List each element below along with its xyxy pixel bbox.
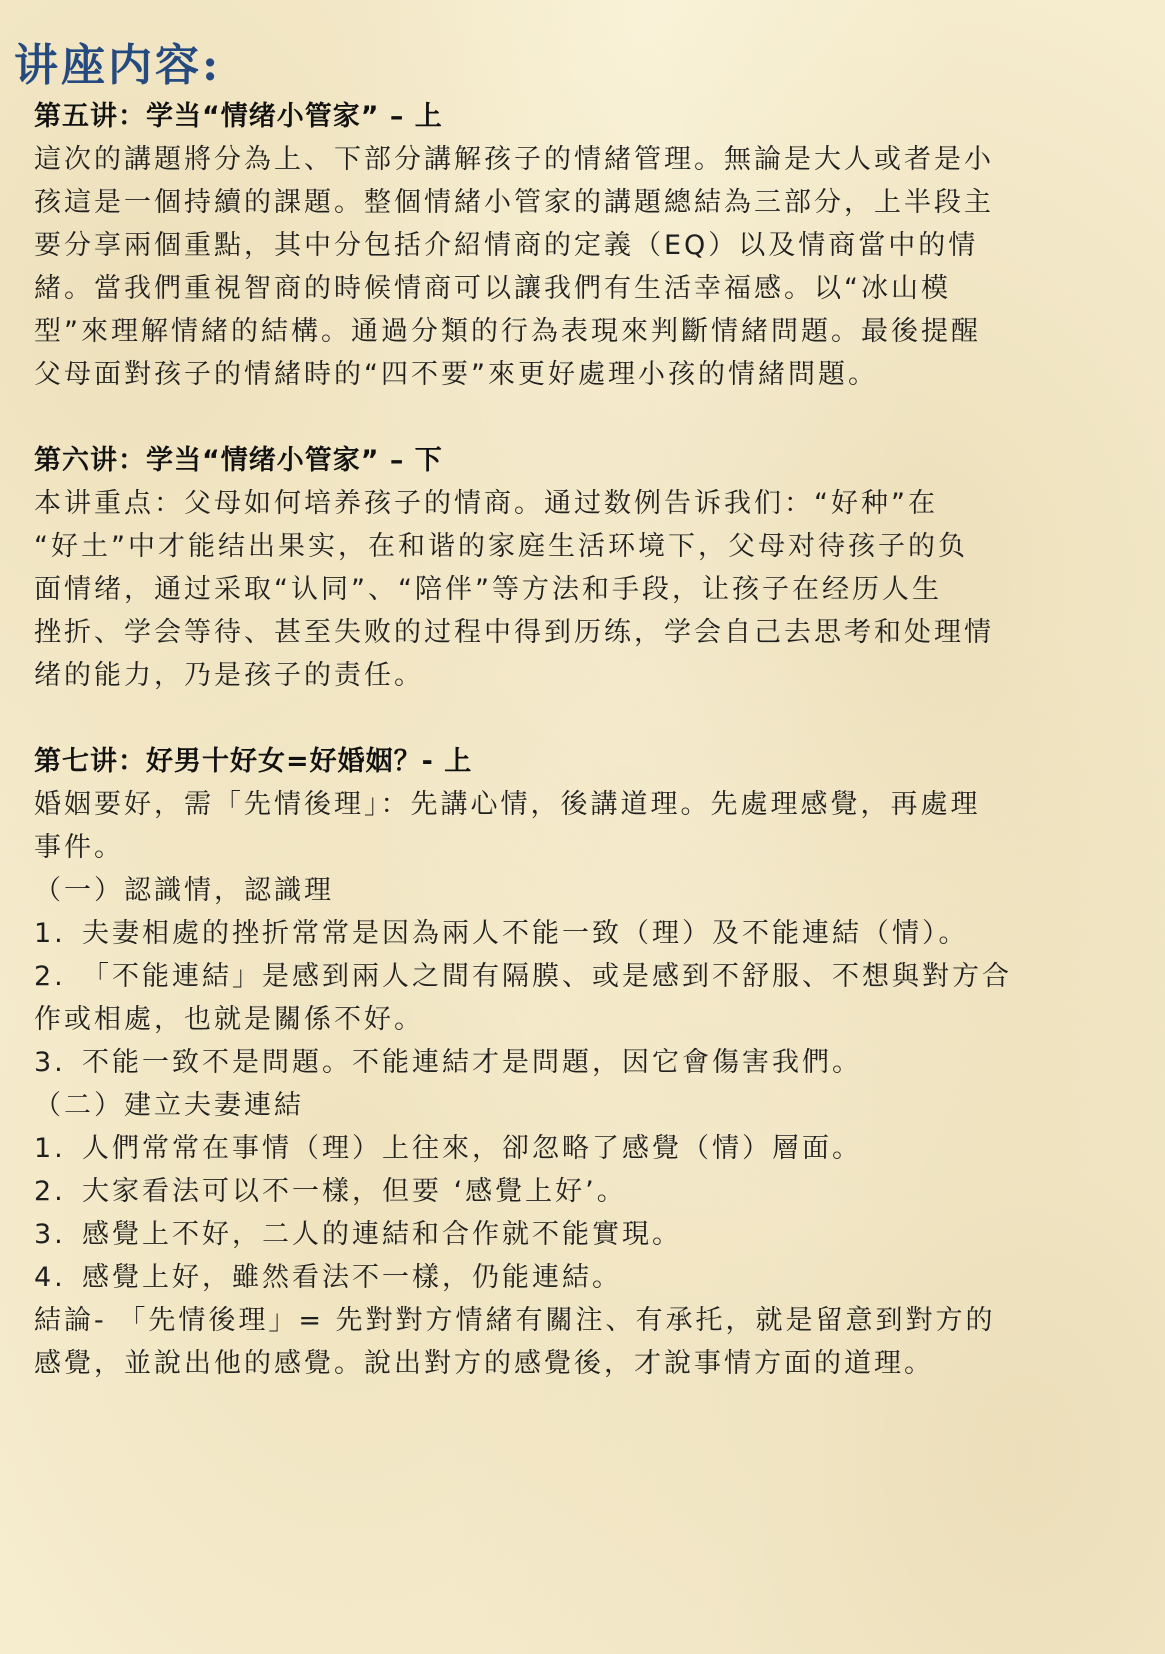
body-line: “好土”中才能结出果实，在和谐的家庭生活环境下，父母对待孩子的负 bbox=[34, 531, 968, 562]
lecture-content bbox=[34, 95, 1144, 1385]
list-item bbox=[34, 955, 1144, 998]
lecture-7-intro bbox=[34, 783, 1144, 869]
page-title: 讲座内容: bbox=[14, 40, 222, 91]
body-line: 绪的能力，乃是孩子的责任。 bbox=[34, 660, 424, 691]
body-line: 本讲重点：父母如何培养孩子的情商。通过数例告诉我们：“好种”在 bbox=[34, 488, 938, 519]
list-item-number: 3. bbox=[34, 1047, 66, 1078]
body-line: 感覺，並說出他的感覺。說出對方的感覺後，才說事情方面的道理。 bbox=[34, 1348, 934, 1379]
body-line: 事件。 bbox=[34, 832, 124, 863]
part-1-list bbox=[34, 912, 1144, 1084]
body-line: 婚姻要好，需「先情後理」：先講心情，後講道理。先處理感覺，再處理 bbox=[34, 789, 981, 820]
list-item bbox=[34, 1170, 1144, 1213]
lecture-7-conclusion bbox=[34, 1299, 1144, 1385]
list-item bbox=[34, 1041, 1144, 1084]
list-item bbox=[34, 1127, 1144, 1170]
part-1-title: （一）認識情，認識理 bbox=[34, 875, 334, 906]
lecture-5-body bbox=[34, 138, 1144, 396]
body-line: 面情绪，通过采取“认同”、“陪伴”等方法和手段，让孩子在经历人生 bbox=[34, 574, 942, 605]
list-item-number: 2. bbox=[34, 961, 66, 992]
body-line: 緒。當我們重視智商的時候情商可以讓我們有生活幸福感。以“冰山模 bbox=[34, 273, 951, 304]
list-item-text: 感覺上好，雖然看法不一樣，仍能連結。 bbox=[82, 1262, 622, 1293]
list-item-text: 不能一致不是問題。不能連結才是問題，因它會傷害我們。 bbox=[82, 1047, 862, 1078]
list-item-number: 3. bbox=[34, 1219, 66, 1250]
lecture-7-heading: 第七讲：好男十好女=好婚姻？- 上 bbox=[34, 746, 473, 777]
part-2-list bbox=[34, 1127, 1144, 1299]
list-item-number: 1. bbox=[34, 918, 66, 949]
body-line: 要分享兩個重點，其中分包括介紹情商的定義（EQ）以及情商當中的情 bbox=[34, 230, 979, 261]
body-line: 挫折、学会等待、甚至失败的过程中得到历练，学会自己去思考和处理情 bbox=[34, 617, 994, 648]
list-item bbox=[34, 1256, 1144, 1299]
lecture-6-body bbox=[34, 482, 1144, 697]
list-item-text: 大家看法可以不一樣，但要 ‘感覺上好’。 bbox=[82, 1176, 627, 1207]
list-item bbox=[34, 912, 1144, 955]
list-item bbox=[34, 1213, 1144, 1256]
body-line: 型”來理解情緒的結構。通過分類的行為表現來判斷情緒問題。最後提醒 bbox=[34, 316, 981, 347]
lecture-5-heading: 第五讲：学当“情绪小管家” – 上 bbox=[34, 101, 443, 132]
body-line: 結論- 「先情後理」= 先對對方情緒有關注、有承托，就是留意到對方的 bbox=[34, 1305, 996, 1336]
list-item-text: 夫妻相處的挫折常常是因為兩人不能一致（理）及不能連結（情）。 bbox=[82, 918, 969, 949]
lecture-7-section bbox=[34, 740, 1144, 1385]
list-item-number: 2. bbox=[34, 1176, 66, 1207]
body-line: 孩這是一個持續的課題。整個情緒小管家的講題總結為三部分，上半段主 bbox=[34, 187, 994, 218]
list-item-number: 4. bbox=[34, 1262, 66, 1293]
body-line: 父母面對孩子的情緒時的“四不要”來更好處理小孩的情緒問題。 bbox=[34, 359, 878, 390]
lecture-5-section bbox=[34, 95, 1144, 396]
list-item-text: 「不能連結」是感到兩人之間有隔膜、或是感到不舒服、不想與對方合 bbox=[82, 961, 1012, 992]
list-item-number: 1. bbox=[34, 1133, 66, 1164]
list-item-continuation: 作或相處，也就是關係不好。 bbox=[34, 1004, 424, 1035]
list-item-text: 感覺上不好，二人的連結和合作就不能實現。 bbox=[82, 1219, 682, 1250]
part-2-title: （二）建立夫妻連結 bbox=[34, 1090, 304, 1121]
lecture-6-heading: 第六讲：学当“情绪小管家” – 下 bbox=[34, 445, 443, 476]
list-item-text: 人們常常在事情（理）上往來，卻忽略了感覺（情）層面。 bbox=[82, 1133, 862, 1164]
body-line: 這次的講題將分為上、下部分講解孩子的情緒管理。無論是大人或者是小 bbox=[34, 144, 994, 175]
lecture-6-section bbox=[34, 439, 1144, 697]
